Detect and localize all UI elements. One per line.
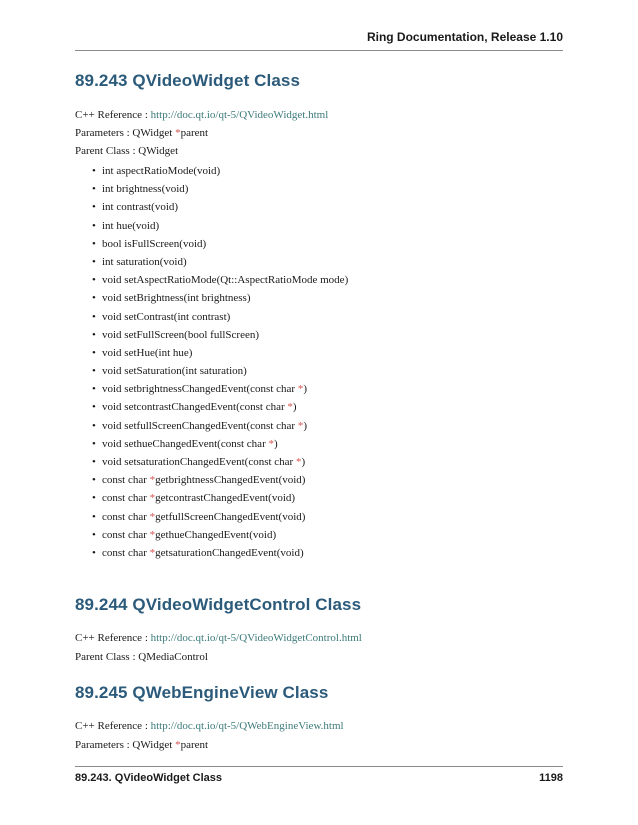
method-text: void setbrightnessChangedEvent(const char — [102, 383, 298, 396]
bullet-icon: • — [92, 546, 96, 559]
method-text-suffix: ) — [303, 383, 307, 396]
pointer-star: * — [149, 492, 156, 505]
method-text: int saturation(void) — [102, 255, 187, 268]
method-text: const char — [102, 510, 150, 523]
method-item — [75, 328, 563, 346]
method-item — [75, 200, 563, 218]
method-text: int hue(void) — [102, 219, 160, 232]
bullet-icon: • — [92, 365, 96, 378]
bullet-icon: • — [92, 401, 96, 414]
section-qvideowidgetcontrol — [75, 595, 563, 664]
method-text-suffix: getsaturationChangedEvent(void) — [155, 546, 304, 559]
parameters-name: parent — [180, 127, 209, 139]
bullet-icon: • — [92, 492, 96, 505]
method-item — [75, 382, 563, 400]
cpp-reference-label: C++ Reference : — [75, 720, 151, 732]
method-item — [75, 491, 563, 509]
method-item — [75, 473, 563, 491]
method-item — [75, 455, 563, 473]
method-text-suffix: getfullScreenChangedEvent(void) — [155, 510, 306, 523]
method-text: void setBrightness(int brightness) — [102, 292, 251, 305]
method-text: void sethueChangedEvent(const char — [102, 437, 269, 450]
bullet-icon: • — [92, 456, 96, 468]
method-item — [75, 310, 563, 328]
bullet-icon: • — [92, 510, 96, 523]
method-item — [75, 291, 563, 309]
pointer-star: * — [149, 546, 156, 559]
method-item — [75, 528, 563, 546]
pointer-star: * — [149, 528, 156, 541]
method-text-suffix: ) — [273, 437, 278, 450]
method-item — [75, 182, 563, 200]
cpp-reference-link[interactable]: http://doc.qt.io/qt-5/QWebEngineView.html — [150, 720, 344, 732]
parameters-name: parent — [180, 739, 209, 751]
footer-section-title: 89.243. QVideoWidget Class — [75, 772, 223, 784]
bullet-icon: • — [92, 183, 96, 196]
cpp-reference — [75, 108, 563, 122]
method-text: void setcontrastChangedEvent(const char — [102, 401, 288, 414]
bullet-icon: • — [92, 328, 96, 341]
bullet-icon: • — [92, 528, 96, 541]
method-text: int brightness(void) — [102, 183, 189, 196]
bullet-icon: • — [92, 437, 96, 450]
method-text-suffix: ) — [292, 401, 297, 414]
parameters — [75, 126, 563, 140]
page-number: 1198 — [539, 772, 563, 784]
bullet-icon: • — [92, 292, 96, 305]
method-text: void setSaturation(int saturation) — [102, 365, 247, 378]
method-text: const char — [102, 492, 150, 505]
method-item — [75, 273, 563, 291]
method-text: void setsaturationChangedEvent(const char — [102, 456, 296, 468]
cpp-reference-link[interactable]: http://doc.qt.io/qt-5/QVideoWidgetControl.html — [150, 632, 362, 644]
footer-rule — [75, 766, 563, 767]
section-qwebengineview — [75, 683, 563, 752]
section-heading: 89.244 QVideoWidgetControl Class — [75, 595, 362, 614]
method-text-suffix: getcontrastChangedEvent(void) — [155, 492, 296, 505]
bullet-icon: • — [92, 219, 96, 232]
pointer-star: * — [149, 510, 156, 523]
section-heading: 89.243 QVideoWidget Class — [75, 71, 301, 90]
parameters — [75, 738, 563, 752]
bullet-icon: • — [92, 474, 96, 487]
method-text: void setFullScreen(bool fullScreen) — [102, 328, 260, 341]
header-rule — [75, 50, 563, 51]
method-text: void setHue(int hue) — [102, 346, 193, 359]
method-item — [75, 219, 563, 237]
pointer-star: * — [149, 474, 156, 487]
method-text: void setAspectRatioMode(Qt::AspectRatioMode mode) — [102, 274, 349, 287]
pointer-star: * — [175, 739, 181, 751]
bullet-icon: • — [92, 237, 96, 250]
method-item — [75, 364, 563, 382]
parent-class: Parent Class : QMediaControl — [75, 651, 208, 663]
cpp-reference — [75, 719, 563, 733]
bullet-icon: • — [92, 310, 96, 323]
method-item — [75, 546, 563, 564]
method-text-suffix: gethueChangedEvent(void) — [155, 528, 277, 541]
method-item — [75, 346, 563, 364]
parent-class: Parent Class : QWidget — [75, 145, 179, 157]
cpp-reference-link[interactable]: http://doc.qt.io/qt-5/QVideoWidget.html — [150, 109, 329, 121]
method-text-suffix: ) — [301, 456, 306, 468]
running-title: Ring Documentation, Release 1.10 — [366, 30, 563, 44]
bullet-icon: • — [92, 165, 96, 177]
method-item — [75, 400, 563, 418]
cpp-reference-label: C++ Reference : — [75, 632, 151, 644]
method-item — [75, 164, 563, 182]
pointer-star: * — [297, 383, 304, 396]
bullet-icon: • — [92, 346, 96, 359]
bullet-icon: • — [92, 255, 96, 268]
cpp-reference-label: C++ Reference : — [75, 109, 151, 121]
method-text: void setContrast(int contrast) — [102, 310, 231, 323]
bullet-icon: • — [92, 201, 96, 214]
method-text: const char — [102, 528, 150, 541]
method-text-suffix: ) — [303, 419, 307, 432]
pointer-star: * — [295, 456, 302, 468]
method-text: const char — [102, 474, 150, 487]
section-heading: 89.245 QWebEngineView Class — [75, 683, 329, 702]
pointer-star: * — [287, 401, 293, 414]
method-item — [75, 419, 563, 437]
pointer-star: * — [175, 127, 181, 139]
method-item — [75, 255, 563, 273]
bullet-icon: • — [92, 419, 96, 432]
method-text: int contrast(void) — [102, 201, 179, 214]
method-text: int aspectRatioMode(void) — [102, 165, 221, 177]
bullet-icon: • — [92, 274, 96, 287]
method-text: const char — [102, 546, 150, 559]
pointer-star: * — [297, 419, 304, 432]
parameters-label: Parameters : QWidget — [75, 739, 176, 751]
method-item — [75, 237, 563, 255]
parameters-label: Parameters : QWidget — [75, 127, 176, 139]
pointer-star: * — [268, 437, 274, 450]
method-text: bool isFullScreen(void) — [102, 237, 207, 250]
bullet-icon: • — [92, 383, 96, 396]
method-text: void setfullScreenChangedEvent(const char — [102, 419, 298, 432]
method-item — [75, 510, 563, 528]
method-item — [75, 437, 563, 455]
method-text-suffix: getbrightnessChangedEvent(void) — [155, 474, 306, 487]
method-list — [75, 164, 563, 564]
section-qvideowidget — [75, 71, 563, 564]
cpp-reference — [75, 631, 563, 645]
